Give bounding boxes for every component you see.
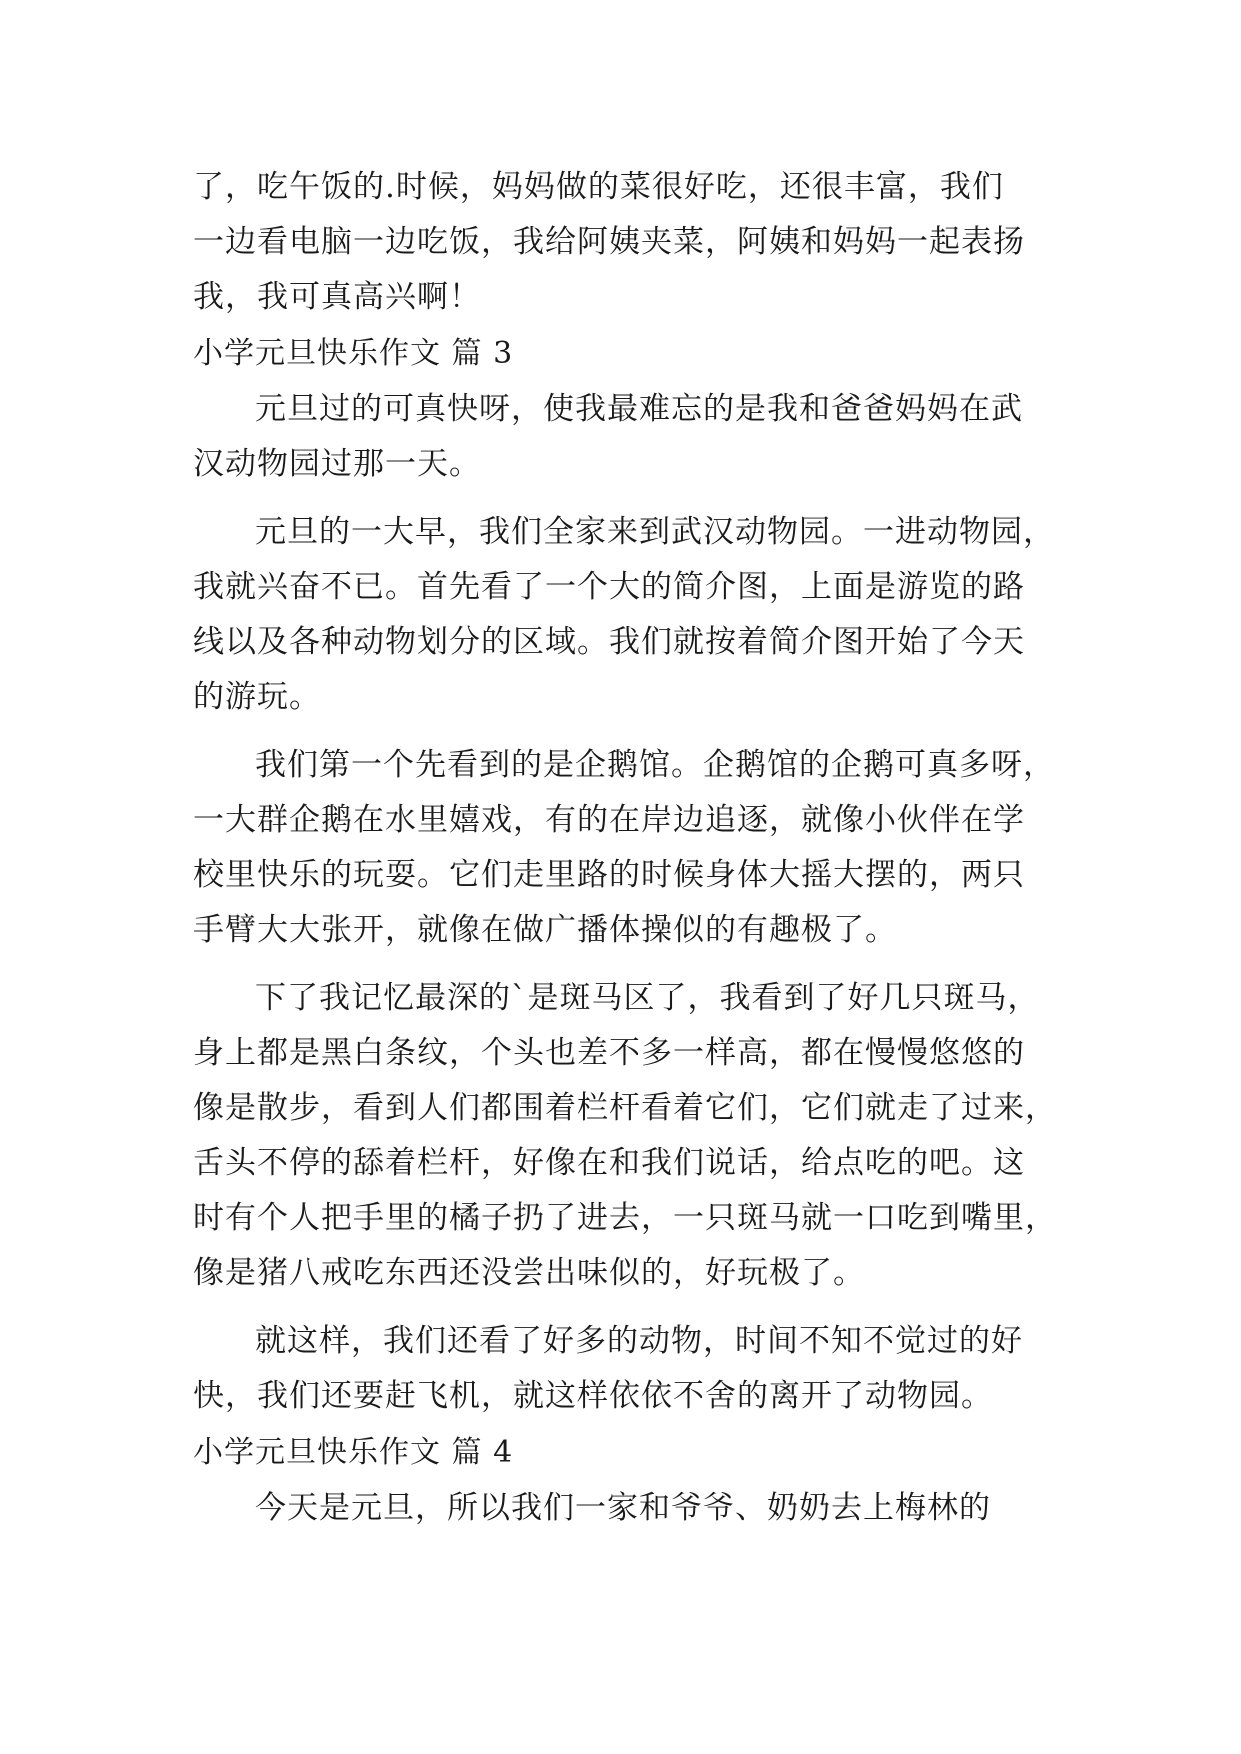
section-heading: 小学元旦快乐作文 篇 3 [193,336,514,371]
text-line: 手臂大大张开，就像在做广播体操似的有趣极了。 [193,912,897,948]
text-line: 我，我可真高兴啊！ [193,279,481,315]
text-line: 校里快乐的玩耍。它们走里路的时候身体大摇大摆的，两只 [193,857,1025,893]
document-body [193,160,1057,1536]
text-line: 今天是元旦，所以我们一家和爷爷、奶奶去上梅林的 [255,1490,991,1526]
text-line: 一大群企鹅在水里嬉戏，有的在岸边追逐，就像小伙伴在学 [193,802,1025,838]
text-line: 汉动物园过那一天。 [193,446,481,482]
paragraph [193,382,1053,492]
text-line: 元旦过的可真快呀，使我最难忘的是我和爸爸妈妈在武 [255,391,1023,427]
text-line: 快，我们还要赶飞机，就这样依依不舍的离开了动物园。 [193,1378,993,1414]
paragraph [193,160,1053,325]
text-line: 的游玩。 [193,679,321,715]
text-line: 身上都是黑白条纹，个头也差不多一样高，都在慢慢悠悠的 [193,1035,1025,1071]
paragraph [193,1314,1053,1424]
text-line: 舌头不停的舔着栏杆，好像在和我们说话，给点吃的吧。这 [193,1145,1025,1181]
paragraph [193,971,1057,1301]
paragraph [193,505,1053,725]
text-line: 时有个人把手里的橘子扔了进去，一只斑马就一口吃到嘴里， [193,1200,1057,1236]
text-line: 像是散步，看到人们都围着栏杆看着它们，它们就走了过来， [193,1090,1057,1126]
text-line: 像是猪八戒吃东西还没尝出味似的，好玩极了。 [193,1255,865,1291]
section-heading: 小学元旦快乐作文 篇 4 [193,1435,514,1470]
text-line: 元旦的一大早，我们全家来到武汉动物园。一进动物园， [255,514,1055,550]
paragraph [193,1481,1053,1536]
text-line: 线以及各种动物划分的区域。我们就按着简介图开始了今天 [193,624,1025,660]
text-line: 就这样，我们还看了好多的动物，时间不知不觉过的好 [255,1323,1023,1359]
text-line: 一边看电脑一边吃饭，我给阿姨夹菜，阿姨和妈妈一起表扬 [193,224,1025,260]
text-line: 下了我记忆最深的`是斑马区了，我看到了好几只斑马， [255,980,1040,1016]
text-line: 了，吃午饭的.时候，妈妈做的菜很好吃，还很丰富，我们 [193,169,1004,205]
text-line: 我们第一个先看到的是企鹅馆。企鹅馆的企鹅可真多呀， [255,747,1055,783]
paragraph [193,738,1053,958]
text-line: 我就兴奋不已。首先看了一个大的简介图，上面是游览的路 [193,569,1025,605]
